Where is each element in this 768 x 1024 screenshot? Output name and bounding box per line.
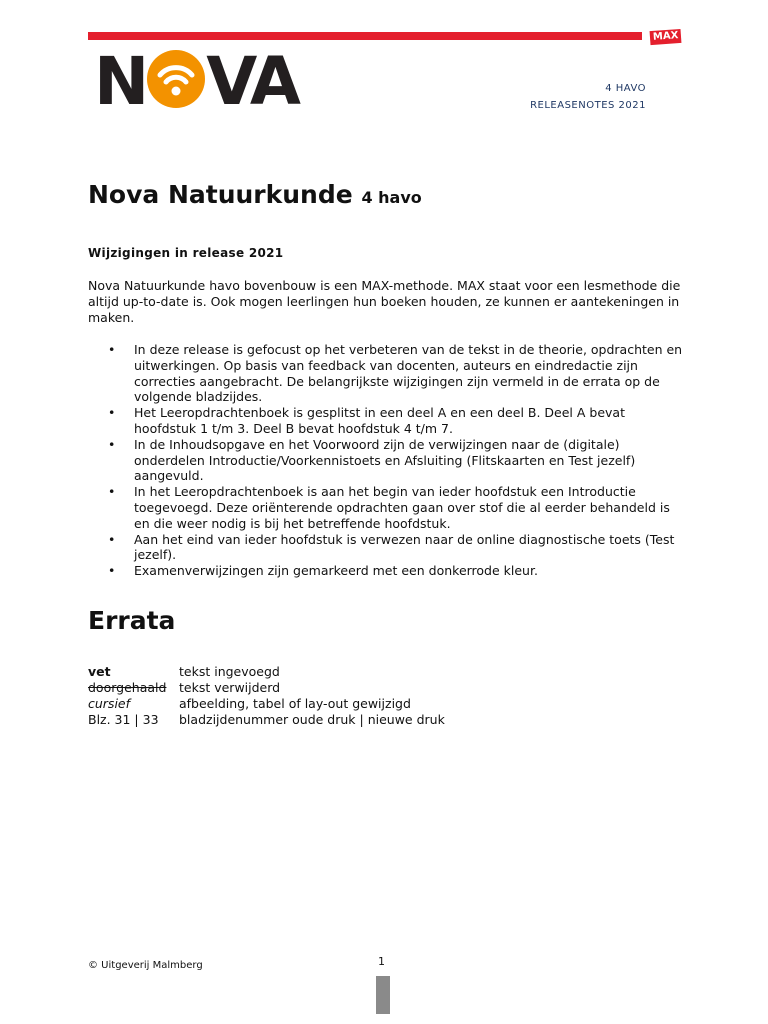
bullet-icon: •: [108, 436, 116, 452]
errata-legend: [88, 664, 445, 728]
legend-value: tekst ingevoegd: [179, 664, 280, 679]
page-scrollbar[interactable]: [376, 976, 390, 1014]
legend-key-bold: vet: [88, 664, 111, 679]
bullet-icon: •: [108, 563, 116, 579]
list-item-text: Aan het eind van ieder hoofdstuk is verwezen naar de online diagnostische toets (Test jezelf).: [134, 531, 675, 563]
bullet-icon: •: [108, 405, 116, 421]
list-item-text: Examenverwijzingen zijn gemarkeerd met een donkerrode kleur.: [134, 563, 538, 579]
logo-letters-va: VA: [206, 43, 298, 120]
list-item-text: Het Leeropdrachtenboek is gesplitst in een deel A en een deel B. Deel A bevat hoofdstuk 1 t/m 3. Deel B bevat hoofdstuk 4 t/m 7.: [134, 405, 625, 436]
header-level: 4 HAVO: [605, 83, 646, 94]
list-item-text: In de Inhoudsopgave en het Voorwoord zijn de verwijzingen naar de (digitale) onderdelen Introductie/Voorkennistoets en Afsluiting (Flitskaarten en Test jezelf) aangevuld.: [134, 436, 636, 484]
header-meta: [530, 80, 646, 114]
errata-heading: Errata: [88, 606, 176, 635]
bullet-icon: •: [108, 484, 116, 500]
list-item: [88, 437, 688, 484]
title-sub: 4 havo: [361, 188, 422, 207]
list-item-text: In deze release is gefocust op het verbeteren van de tekst in de theorie, opdrachten en uitwerkingen. Op basis van feedback van docenten, auteurs en eindredactie zijn correcties aangebracht. De belangrijkste wijzigingen zijn vermeld in de errata op de volgende bladzijdes.: [134, 342, 683, 405]
list-item: [88, 484, 688, 531]
section-heading: Wijzigingen in release 2021: [88, 246, 284, 260]
intro-paragraph: Nova Natuurkunde havo bovenbouw is een MAX-methode. MAX staat voor een lesmethode die altijd up-to-date is. Ook mogen leerlingen hun boeken houden, ze kunnen er aantekeningen in maken.: [88, 278, 681, 325]
legend-value: bladzijdenummer oude druk | nieuwe druk: [179, 712, 445, 727]
title-main: Nova Natuurkunde: [88, 180, 353, 209]
legend-key-page: Blz. 31 | 33: [88, 712, 159, 727]
list-item: [88, 405, 688, 437]
legend-row: [88, 712, 445, 728]
page-title: [88, 180, 422, 209]
footer-copyright: © Uitgeverij Malmberg: [88, 960, 203, 971]
legend-key-strikethrough: doorgehaald: [88, 680, 167, 695]
max-badge: MAX: [650, 29, 682, 45]
legend-value: afbeelding, tabel of lay-out gewijzigd: [179, 696, 411, 711]
legend-row: [88, 664, 445, 680]
legend-value: tekst verwijderd: [179, 680, 281, 695]
logo-letter-n: N: [94, 43, 147, 120]
header-release: RELEASENOTES 2021: [530, 100, 646, 111]
nova-logo: [94, 43, 318, 120]
list-item-text: In het Leeropdrachtenboek is aan het begin van ieder hoofdstuk een Introductie toegevoegd. Deze oriënterende opdrachten gaan over stof die al eerder behandeld is en die weer nodig is bij het betreffende hoofdstuk.: [134, 484, 670, 531]
wifi-icon: [147, 50, 205, 108]
legend-row: [88, 680, 445, 696]
list-item: [88, 342, 688, 405]
legend-row: [88, 696, 445, 712]
legend-key-italic: cursief: [88, 696, 131, 711]
list-item: [88, 532, 688, 564]
list-item: [88, 563, 688, 579]
bullet-icon: •: [108, 342, 116, 357]
logo-wordmark: [94, 43, 298, 120]
page-number: 1: [378, 955, 385, 968]
header-red-bar: [88, 32, 642, 40]
bullet-icon: •: [108, 531, 116, 547]
release-notes-list: [88, 342, 688, 579]
